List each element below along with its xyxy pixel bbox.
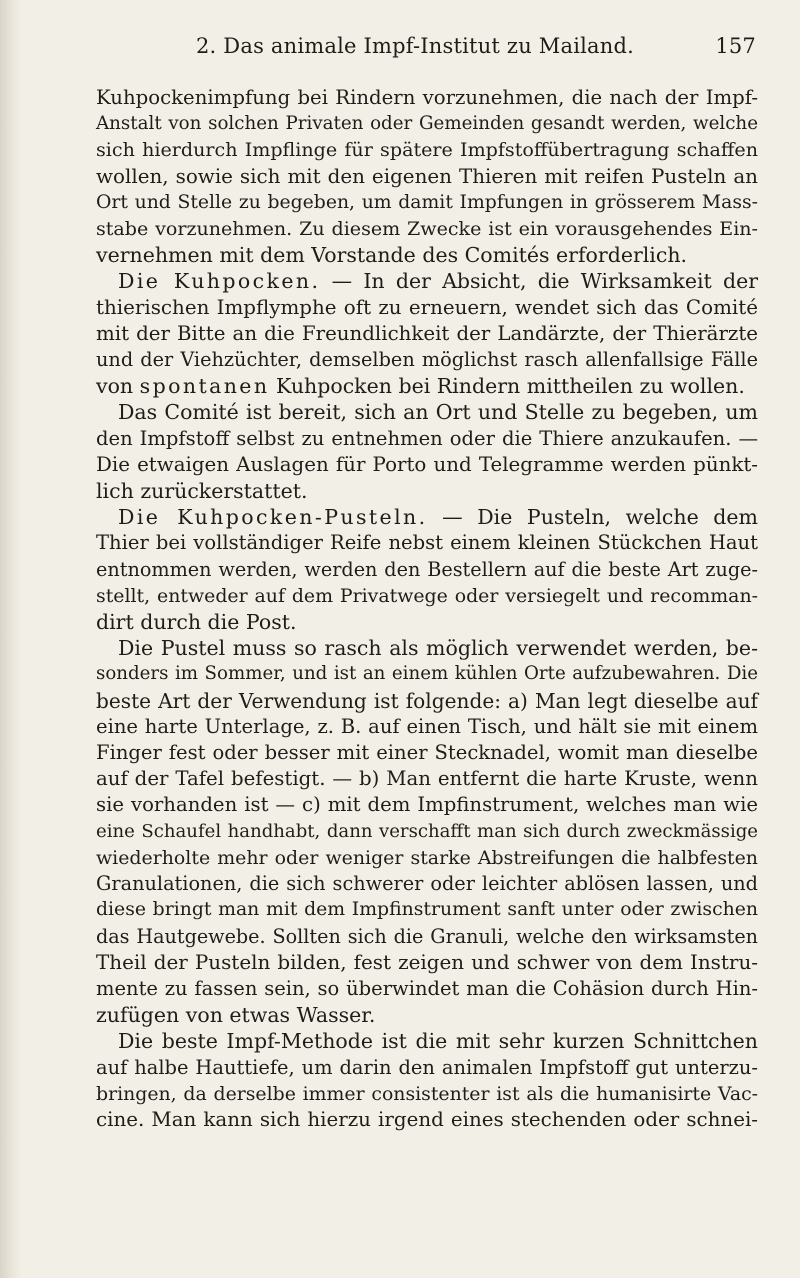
- line-text: das Hautgewebe. Sollten sich die Granuli, welche den wirksamsten: [96, 924, 758, 948]
- text-line: [96, 190, 758, 216]
- line-text: eine Schaufel handhabt, dann verschafft man sich durch zweckmässige: [96, 820, 758, 842]
- line-text: Kuhpockenimpfung bei Rindern vorzunehmen, die nach der Impf-: [96, 86, 758, 109]
- line-prefix: von: [96, 374, 140, 399]
- line-text: auf halbe Hauttiefe, um darin den animalen Impfstoff gut unterzu-: [96, 1055, 758, 1079]
- line-text: auf der Tafel befestigt. — b) Man entfernt die harte Kruste, wenn: [96, 767, 758, 791]
- line-text: stabe vorzunehmen. Zu diesem Zwecke ist ein vorausgehendes Ein-: [96, 218, 758, 241]
- page-binding-shadow: [0, 0, 22, 1278]
- line-text: sonders im Sommer, und ist an einem kühlen Orte aufzubewahren. Die: [96, 663, 758, 685]
- text-line: [96, 373, 758, 399]
- text-line: [96, 714, 758, 740]
- text-line: [96, 530, 758, 556]
- text-line: [96, 321, 758, 347]
- line-text: Finger fest oder besser mit einer Stecknadel, womit man dieselbe: [96, 741, 758, 765]
- text-line: [96, 452, 758, 478]
- text-line: [96, 1081, 758, 1107]
- line-text: Das Comité ist bereit, sich an Ort und Stelle zu begeben, um: [118, 400, 758, 425]
- text-line: [96, 661, 758, 687]
- line-text: Anstalt von solchen Privaten oder Gemeinden gesandt werden, welche: [96, 113, 758, 135]
- text-line: [96, 242, 758, 268]
- line-text: dirt durch die Post.: [96, 610, 297, 635]
- running-title: 2. Das animale Impf-Institut zu Mailand.: [196, 34, 635, 58]
- text-line: [96, 111, 758, 137]
- line-text: Die beste Impf-Methode ist die mit sehr kurzen Schnittchen: [118, 1029, 758, 1054]
- line-text: diese bringt man mit dem Impfinstrument sanft unter oder zwischen: [96, 899, 758, 921]
- text-line: [96, 1002, 758, 1028]
- text-line: [96, 897, 758, 923]
- line-text: wiederholte mehr oder weniger starke Abstreifungen die halbfesten: [96, 846, 758, 869]
- line-text: wollen, sowie sich mit den eigenen Thieren mit reifen Pusteln an: [96, 164, 758, 188]
- spaced-emphasis: spontanen: [139, 374, 270, 399]
- line-text: zufügen von etwas Wasser.: [96, 1003, 376, 1028]
- text-line: [96, 137, 758, 163]
- line-text: mente zu fassen sein, so überwindet man die Cohäsion durch Hin-: [96, 976, 758, 1000]
- text-line: [96, 976, 758, 1002]
- text-line: [96, 85, 758, 111]
- line-text: Thier bei vollständiger Reife nebst einem kleinen Stückchen Haut: [96, 531, 758, 555]
- text-line: [96, 871, 758, 897]
- line-text: eine harte Unterlage, z. B. auf einen Tisch, und hält sie mit einem: [96, 714, 758, 738]
- line-text: Ort und Stelle zu begeben, um damit Impfungen in grösserem Mass-: [96, 191, 758, 213]
- text-line: [96, 950, 758, 976]
- text-line: [96, 164, 758, 190]
- text-line: [96, 399, 758, 425]
- text-line: [96, 1055, 758, 1081]
- line-text: — Die Pusteln, welche dem: [427, 505, 758, 530]
- line-text: cine. Man kann sich hierzu irgend eines stechenden oder schnei-: [96, 1107, 758, 1131]
- line-text: entnommen werden, werden den Bestellern auf die beste Art zuge-: [96, 557, 758, 581]
- text-line: [96, 478, 758, 504]
- text-line: [96, 792, 758, 818]
- text-line: [96, 924, 758, 950]
- text-line: [96, 557, 758, 583]
- line-text: Die etwaigen Auslagen für Porto und Telegramme werden pünkt-: [96, 452, 758, 476]
- text-line: [96, 688, 758, 714]
- line-text: Granulationen, die sich schwerer oder leichter ablösen lassen, und: [96, 872, 758, 896]
- text-line: [96, 347, 758, 373]
- page-number: 157: [715, 34, 756, 58]
- text-line: [96, 819, 758, 845]
- text-line: [96, 740, 758, 766]
- text-line: [96, 609, 758, 635]
- text-line: [96, 1107, 758, 1133]
- text-line: [96, 766, 758, 792]
- text-line: [96, 635, 758, 661]
- text-line: [96, 268, 758, 294]
- line-text: — In der Absicht, die Wirksamkeit der: [320, 269, 759, 294]
- line-text: thierischen Impflymphe oft zu erneuern, wendet sich das Comité: [96, 295, 758, 319]
- line-text: Theil der Pusteln bilden, fest zeigen und schwer von dem Instru-: [96, 950, 758, 974]
- text-line: [96, 216, 758, 242]
- spaced-emphasis: Die Kuhpocken-Pusteln.: [118, 505, 428, 530]
- text-line: [96, 1028, 758, 1054]
- spaced-emphasis: Die Kuhpocken.: [118, 269, 321, 294]
- line-text: den Impfstoff selbst zu entnehmen oder die Thiere anzukaufen. —: [96, 426, 758, 450]
- line-text: und der Viehzüchter, demselben möglichst rasch allenfallsige Fälle: [96, 348, 758, 372]
- line-text: Kuhpocken bei Rindern mittheilen zu wollen.: [269, 374, 745, 399]
- line-text: mit der Bitte an die Freundlichkeit der Landärzte, der Thierärzte: [96, 321, 758, 345]
- text-line: [96, 426, 758, 452]
- line-text: lich zurückerstattet.: [96, 479, 308, 504]
- line-text: sie vorhanden ist — c) mit dem Impfinstrument, welches man wie: [96, 793, 758, 817]
- line-text: Die Pustel muss so rasch als möglich verwendet werden, be-: [118, 636, 758, 661]
- line-text: beste Art der Verwendung ist folgende: a) Man legt dieselbe auf: [96, 688, 758, 713]
- line-text: vernehmen mit dem Vorstande des Comités erforderlich.: [96, 243, 688, 268]
- body-text: [96, 85, 758, 1133]
- text-line: [96, 504, 758, 530]
- text-line: [96, 295, 758, 321]
- line-text: bringen, da derselbe immer consistenter ist als die humanisirte Vac-: [96, 1082, 758, 1105]
- line-text: sich hierdurch Impflinge für spätere Impfstoffübertragung schaffen: [96, 139, 758, 162]
- text-line: [96, 583, 758, 609]
- line-text: stellt, entweder auf dem Privatwege oder versiegelt und recomman-: [96, 584, 758, 607]
- text-line: [96, 845, 758, 871]
